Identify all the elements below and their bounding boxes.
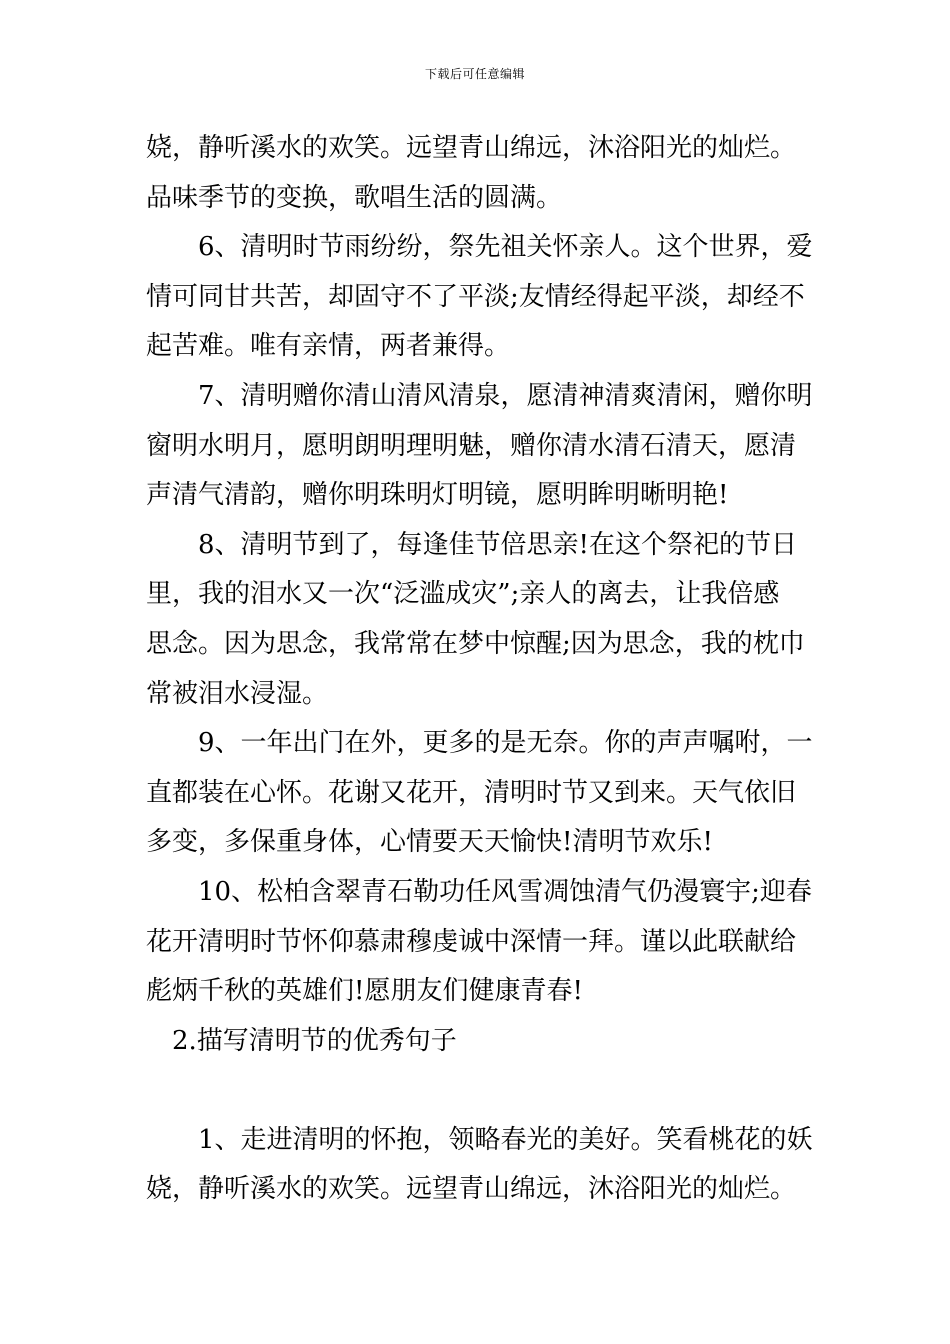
text-line: 声清气清韵，赠你明珠明灯明镜，愿明眸明晰明艳! <box>146 480 729 511</box>
text-line: 窗明水明月，愿明朗明理明魅，赠你清水清石清天，愿清 <box>146 430 797 461</box>
list-item-8-line: 8、清明节到了，每逢佳节倍思亲!在这个祭祀的节日 <box>198 529 797 560</box>
text-line: 彪炳千秋的英雄们!愿朋友们健康青春! <box>146 976 583 1007</box>
text-line: 品味季节的变换，歌唱生活的圆满。 <box>146 182 563 213</box>
list-item-6-line: 6、清明时节雨纷纷，祭先祖关怀亲人。这个世界，爱 <box>198 232 813 263</box>
list-item-1-line: 1、走进清明的怀抱，领略春光的美好。笑看桃花的妖 <box>198 1124 813 1155</box>
section-heading: 2.描写清明节的优秀句子 <box>172 1025 457 1056</box>
list-item-10-line: 10、松柏含翠青石勒功任风雪凋蚀清气仍漫寰宇;迎春 <box>198 876 812 907</box>
text-line: 多变，多保重身体，心情要天天愉快!清明节欢乐! <box>146 827 713 858</box>
text-line: 常被泪水浸湿。 <box>146 678 329 709</box>
text-line: 花开清明时节怀仰慕肃穆虔诚中深情一拜。谨以此联献给 <box>146 926 797 957</box>
text-line: 情可同甘共苦，却固守不了平淡;友情经得起平淡，却经不 <box>146 281 805 312</box>
list-item-7-line: 7、清明赠你清山清风清泉，愿清神清爽清闲，赠你明 <box>198 380 813 411</box>
text-line: 直都装在心怀。花谢又花开，清明时节又到来。天气依旧 <box>146 777 797 808</box>
text-line: 里，我的泪水又一次“泛滥成灾”;亲人的离去，让我倍感 <box>146 579 780 610</box>
document-body <box>146 124 813 1215</box>
list-item-9-line: 9、一年出门在外，更多的是无奈。你的声声嘱咐，一 <box>198 728 813 759</box>
text-line: 思念。因为思念，我常常在梦中惊醒;因为思念，我的枕巾 <box>146 628 805 659</box>
text-line: 起苦难。唯有亲情，两者兼得。 <box>146 331 511 362</box>
text-line: 娆，静听溪水的欢笑。远望青山绵远，沐浴阳光的灿烂。 <box>146 1174 797 1205</box>
page-header: 下载后可任意编辑 <box>424 67 525 81</box>
blank-spacer <box>146 1066 808 1116</box>
text-line: 娆，静听溪水的欢笑。远望青山绵远，沐浴阳光的灿烂。 <box>146 133 797 163</box>
